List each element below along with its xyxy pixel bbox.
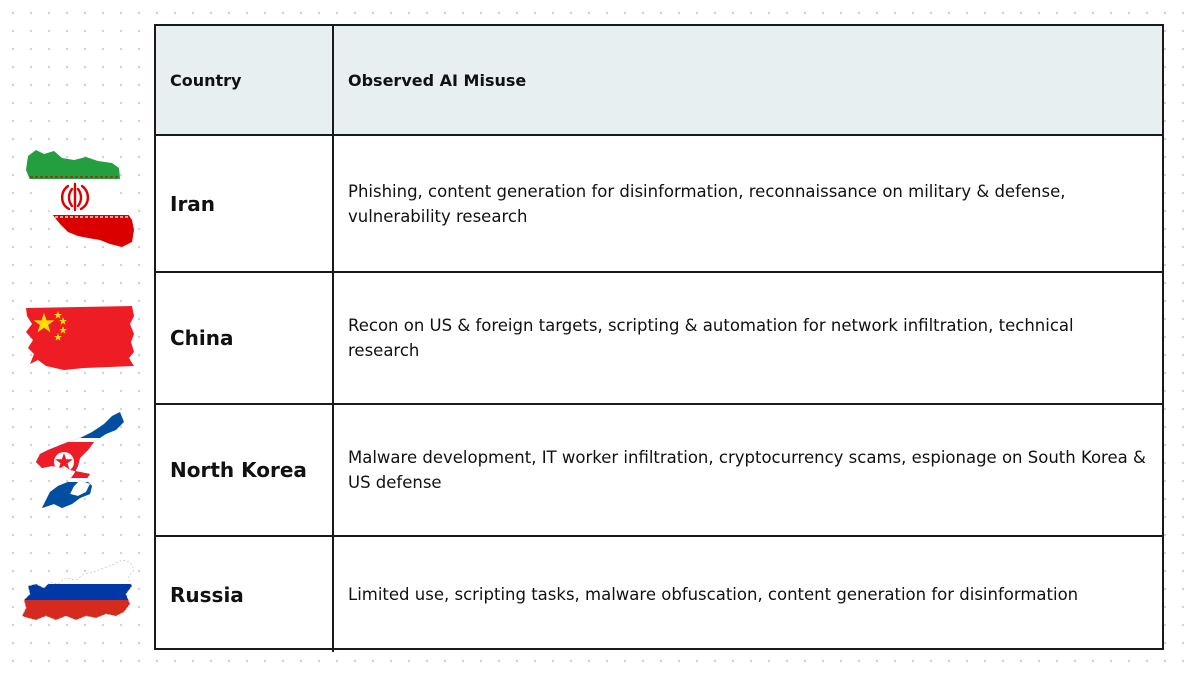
misuse-cell: Malware development, IT worker infiltration, cryptocurrency scams, espionage on South Korea & US defense <box>333 404 1162 536</box>
table-header-row <box>156 26 1162 135</box>
ai-misuse-table <box>154 24 1164 650</box>
north-korea-map-flag-icon <box>34 412 126 510</box>
country-cell: Iran <box>156 135 333 272</box>
ai-misuse-table-grid <box>156 26 1162 652</box>
iran-map-flag-icon <box>22 148 136 250</box>
header-observed-ai-misuse: Observed AI Misuse <box>333 26 1162 135</box>
table-row <box>156 536 1162 652</box>
header-country: Country <box>156 26 333 135</box>
misuse-cell: Limited use, scripting tasks, malware obfuscation, content generation for disinformation <box>333 536 1162 652</box>
country-cell: North Korea <box>156 404 333 536</box>
country-cell: Russia <box>156 536 333 652</box>
misuse-cell: Phishing, content generation for disinformation, reconnaissance on military & defense, vulnerability research <box>333 135 1162 272</box>
russia-map-flag-icon <box>20 556 136 622</box>
china-flag-icon <box>24 306 136 370</box>
misuse-cell: Recon on US & foreign targets, scripting & automation for network infiltration, technical research <box>333 272 1162 404</box>
table-row <box>156 135 1162 272</box>
table-row <box>156 404 1162 536</box>
table-row <box>156 272 1162 404</box>
country-cell: China <box>156 272 333 404</box>
